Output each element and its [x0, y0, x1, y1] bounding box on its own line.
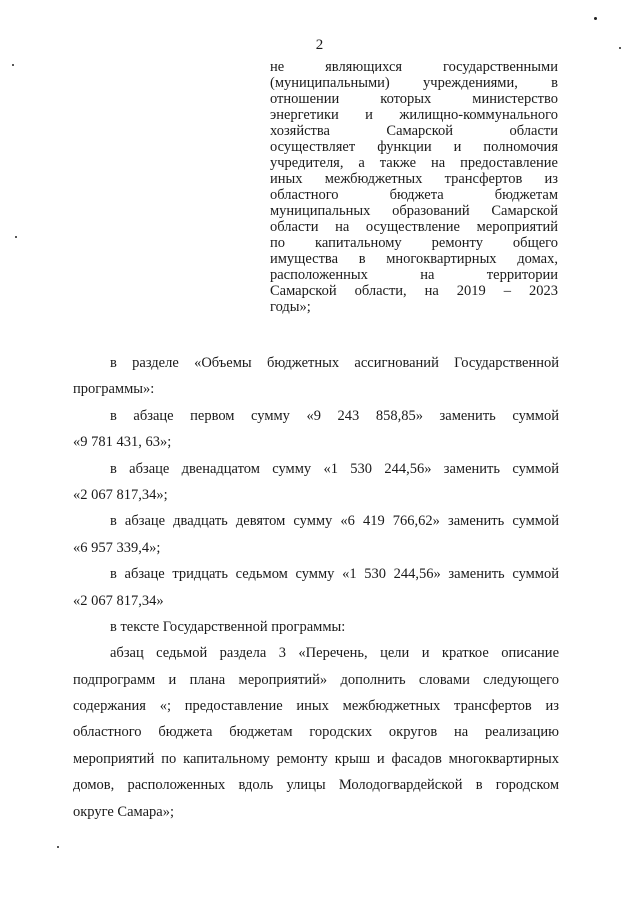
page-number: 2 — [315, 37, 324, 53]
paragraph-line: в абзаце двенадцатом сумму «1 530 244,56» заменить суммой — [110, 460, 559, 477]
paragraph-line: «2 067 817,34» — [73, 592, 164, 609]
paragraph-line: в разделе «Объемы бюджетных ассигнований Государственной — [110, 355, 559, 371]
scan-speck — [57, 846, 59, 848]
indented-line: муниципальных образований Самарской — [270, 203, 558, 219]
indented-line: отношении которых министерство — [270, 91, 558, 107]
indented-line: годы»; — [270, 299, 311, 315]
paragraph — [73, 640, 559, 825]
paragraph-line: округе Самара»; — [73, 803, 175, 820]
indented-line: расположенных на территории — [270, 267, 558, 283]
paragraph — [73, 403, 559, 456]
paragraph-line: «2 067 817,34»; — [73, 486, 168, 503]
paragraph-line: мероприятий по капитальному ремонту крыш и фасадов многоквартирных — [73, 750, 559, 767]
paragraph-line: в абзаце тридцать седьмом сумму «1 530 244,56» заменить суммой — [110, 566, 559, 583]
paragraph-line: абзац седьмой раздела 3 «Перечень, цели и краткое описание — [110, 645, 559, 662]
scan-speck — [15, 236, 17, 238]
indented-line: Самарской области, на 2019 – 2023 — [270, 283, 558, 299]
indented-line: хозяйства Самарской области — [270, 123, 558, 139]
paragraph-line: в тексте Государственной программы: — [110, 618, 346, 635]
scan-speck — [12, 64, 14, 66]
paragraph-line: подпрограмм и плана мероприятий» дополнить словами следующего — [73, 671, 559, 688]
paragraph — [73, 350, 559, 403]
paragraph-line: в абзаце первом сумму «9 243 858,85» заменить суммой — [110, 407, 559, 424]
paragraph-line: «9 781 431, 63»; — [73, 434, 172, 451]
document-body — [73, 350, 559, 825]
indented-text-block — [270, 59, 558, 315]
paragraph — [73, 456, 559, 509]
indented-line: имущества в многоквартирных домах, — [270, 251, 558, 267]
indented-line: осуществляет функции и полномочия — [270, 139, 558, 155]
indented-line: (муниципальными) учреждениями, в — [270, 75, 558, 91]
indented-line: по капитальному ремонту общего — [270, 235, 558, 251]
paragraph-line: домов, расположенных вдоль улицы Молодогвардейской в городском — [73, 777, 559, 794]
indented-line: иных межбюджетных трансфертов из — [270, 171, 558, 187]
scan-speck — [594, 17, 597, 20]
paragraph — [73, 508, 559, 561]
paragraph — [73, 561, 559, 614]
scan-speck — [619, 47, 621, 49]
indented-line: учредителя, а также на предоставление — [270, 155, 558, 171]
indented-line: не являющихся государственными — [270, 59, 558, 75]
paragraph-line: «6 957 339,4»; — [73, 539, 161, 556]
indented-line: энергетики и жилищно-коммунального — [270, 107, 558, 123]
paragraph-line: в абзаце двадцать девятом сумму «6 419 766,62» заменить суммой — [110, 513, 559, 530]
paragraph-line: содержания «; предоставление иных межбюджетных трансфертов из — [73, 698, 559, 715]
paragraph — [73, 614, 559, 640]
indented-line: области на осуществление мероприятий — [270, 219, 558, 235]
paragraph-line: областного бюджета бюджетам городских округов на реализацию — [73, 724, 559, 741]
indented-line: областного бюджета бюджетам — [270, 187, 558, 203]
paragraph-line: программы»: — [73, 381, 155, 398]
